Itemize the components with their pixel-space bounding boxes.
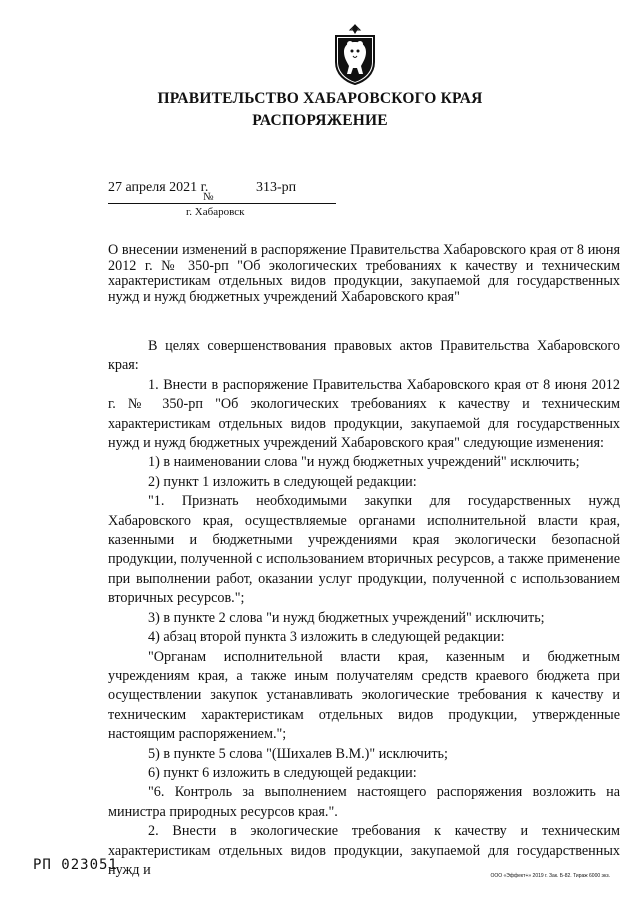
document-city: г. Хабаровск bbox=[186, 206, 245, 218]
body-paragraph: В целях совершенствования правовых актов Правительства Хабаровского края: bbox=[108, 338, 620, 374]
body-paragraph: "Органам исполнительной власти края, казенным и бюджетным учреждениям края, а также иным получателям средств краевого бюджета при осуществлении закупок устанавливать экологические требования к качеству и техническим характеристикам отдельных видов продукции, утвержденные настоящим распоряжением."; bbox=[108, 648, 620, 743]
document-date: 27 апреля 2021 г. bbox=[108, 180, 209, 195]
number-underline bbox=[218, 203, 336, 204]
body-paragraph: 1. Внести в распоряжение Правительства Хабаровского края от 8 июня 2012 г. № 350-рп "Об экологических требованиях к качеству и техническим характеристикам отдельных видов продукции, закупаемой для государственных нужд и нужд бюджетных учреждений Хабаровского края" следующие изменения: bbox=[108, 376, 620, 452]
body-paragraph: 6) пункт 6 изложить в следующей редакции: bbox=[148, 764, 417, 781]
date-underline bbox=[108, 203, 218, 204]
document-subject: О внесении изменений в распоряжение Правительства Хабаровского края от 8 июня 2012 г. № 350-рп "Об экологических требованиях к качеству и техническим характеристикам отдельных видов продукции, закупаемой для государственных нужд и нужд бюджетных учреждений Хабаровского края" bbox=[108, 242, 620, 305]
body-paragraph: 2) пункт 1 изложить в следующей редакции: bbox=[148, 473, 417, 490]
number-sign: № bbox=[203, 191, 214, 203]
body-paragraph: 1) в наименовании слова "и нужд бюджетных учреждений" исключить; bbox=[148, 454, 580, 471]
body-paragraph: 3) в пункте 2 слова "и нужд бюджетных учреждений" исключить; bbox=[148, 609, 545, 626]
body-paragraph: 2. Внести в экологические требования к качеству и техническим характеристикам отдельных видов продукции, закупаемой для государственных нужд и bbox=[108, 823, 620, 878]
document-type: РАСПОРЯЖЕНИЕ bbox=[252, 112, 388, 129]
body-paragraph: 5) в пункте 5 слова "(Шихалев В.М.)" исключить; bbox=[148, 745, 448, 762]
document-body bbox=[108, 337, 620, 880]
government-title: ПРАВИТЕЛЬСТВО ХАБАРОВСКОГО КРАЯ bbox=[157, 90, 483, 107]
printer-imprint: ООО «Эффект+» 2019 г. Зак. Б-82. Тираж 6000 экз. bbox=[490, 873, 610, 879]
document-number: 313-рп bbox=[256, 180, 297, 195]
body-paragraph: "6. Контроль за выполнением настоящего распоряжения возложить на министра природных ресурсов края.". bbox=[108, 784, 620, 820]
body-paragraph: "1. Признать необходимыми закупки для государственных нужд Хабаровского края, осуществляемые органами исполнительной власти края, казенными и бюджетными учреждениями края экологически безопасной продукции, полученной с использованием вторичных ресурсов, а также применение при выполнении работ, оказании услуг продукции, полученной с использованием вторичных ресурсов."; bbox=[108, 493, 620, 607]
form-serial-number: РП 023051 bbox=[33, 857, 118, 873]
coat-of-arms-icon bbox=[332, 22, 378, 86]
body-paragraph: 4) абзац второй пункта 3 изложить в следующей редакции: bbox=[148, 629, 505, 646]
